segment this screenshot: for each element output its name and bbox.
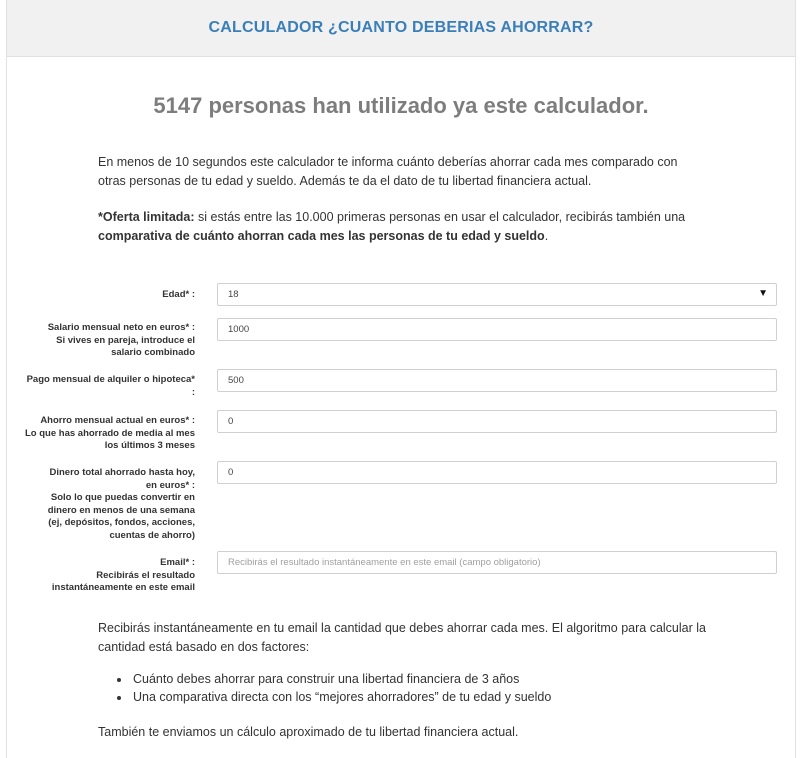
savings-field[interactable] <box>217 410 777 433</box>
offer-highlight: comparativa de cuánto ahorran cada mes las personas de tu edad y sueldo <box>98 229 545 243</box>
list-item: • Cuánto debes ahorrar para construir una libertad financiera de 3 años <box>131 670 551 688</box>
savings-input[interactable] <box>228 416 766 427</box>
email-input[interactable] <box>228 557 766 568</box>
dropdown-arrow-icon: ▼ <box>758 288 768 299</box>
salary-input[interactable] <box>228 324 766 335</box>
offer-text: si estás entre las 10.000 primeras personas en usar el calculador, recibirás también una <box>194 210 686 224</box>
email-label-title: Email* : <box>160 557 195 568</box>
email-field[interactable] <box>217 551 777 574</box>
savings-label-hint: Lo que has ahorrado de media al mes los últimos 3 meses <box>25 427 195 451</box>
email-label-hint: Recibirás el resultado instantáneamente en este email <box>51 569 195 593</box>
factor-list <box>117 670 551 706</box>
age-select[interactable] <box>217 283 777 306</box>
panel-header <box>7 0 795 57</box>
offer-label: *Oferta limitada: <box>98 210 195 224</box>
usage-counter: 5147 personas han utilizado ya este calculador. <box>153 93 649 118</box>
email-label <box>47 557 195 595</box>
total-input[interactable] <box>228 467 766 478</box>
total-label-title: Dinero total ahorrado hasta hoy, en euros* : <box>49 467 195 491</box>
page-title: CALCULADOR ¿CUANTO DEBERIAS AHORRAR? <box>208 19 594 36</box>
salary-label <box>25 322 195 360</box>
salary-field[interactable] <box>217 318 777 341</box>
footer-paragraph: También te enviamos un cálculo aproximado de tu libertad financiera actual. <box>98 725 519 739</box>
rent-input[interactable] <box>228 375 766 386</box>
total-field[interactable] <box>217 461 777 484</box>
result-paragraph: Recibirás instantáneamente en tu email la cantidad que debes ahorrar cada mes. El algoritmo para calcular la cantidad está basado en dos factores: <box>98 621 706 654</box>
age-label: Edad* : <box>162 289 195 300</box>
offer-end: . <box>544 229 549 243</box>
intro-paragraph: En menos de 10 segundos este calculador te informa cuánto deberías ahorrar cada mes comparado con otras personas de tu edad y sueldo. Además te da el dato de tu libertad financiera actual. <box>98 155 678 188</box>
savings-label <box>25 415 195 453</box>
savings-label-title: Ahorro mensual actual en euros* : <box>40 415 195 426</box>
list-item: • Una comparativa directa con los “mejores ahorradores” de tu edad y sueldo <box>131 688 551 706</box>
salary-label-hint: Si vives en pareja, introduce el salario combinado <box>56 334 195 358</box>
total-label-hint: Solo lo que puedas convertir en dinero en menos de una semana (ej, depósitos, fondos, acciones, cuentas de ahorro) <box>47 492 195 541</box>
salary-label-title: Salario mensual neto en euros* : <box>47 322 195 333</box>
offer-paragraph <box>98 208 718 246</box>
rent-label: Pago mensual de alquiler o hipoteca* : <box>26 374 195 398</box>
calculator-panel <box>6 0 796 758</box>
age-value: 18 <box>228 289 239 300</box>
total-label <box>47 467 195 542</box>
rent-field[interactable] <box>217 369 777 392</box>
